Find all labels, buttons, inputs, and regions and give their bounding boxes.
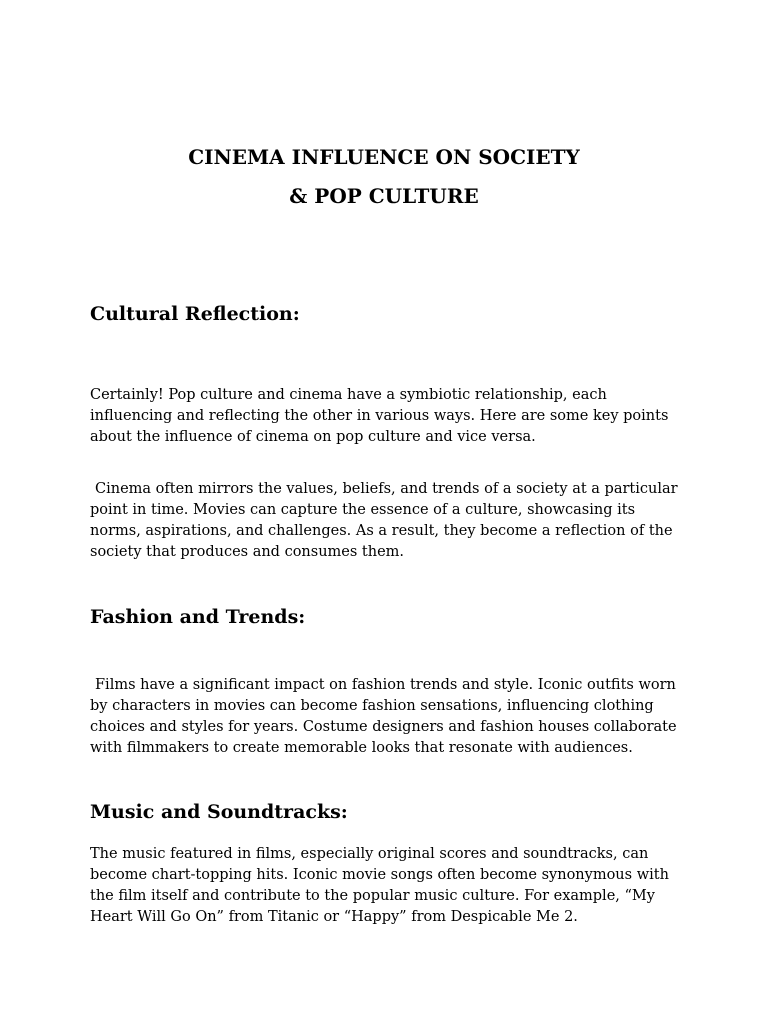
paragraph: Certainly! Pop culture and cinema have a symbiotic relationship, each influencing and reflecting the other in various ways. Here are some key points about the influence of cinema on pop culture and vice versa. [90, 387, 669, 445]
paragraph: Films have a significant impact on fashion trends and style. Iconic outfits worn by characters in movies can become fashion sensations, influencing clothing choices and styles for years. Costume designers and fashion houses collaborate with filmmakers to create memorable looks that resonate with audiences. [90, 677, 677, 756]
section-heading-cultural-reflection: Cultural Reflection: [90, 303, 300, 325]
section-heading-fashion-and-trends: Fashion and Trends: [90, 606, 306, 628]
document-title [0, 138, 768, 216]
paragraph: Cinema often mirrors the values, beliefs, and trends of a society at a particular point in time. Movies can capture the essence of a culture, showcasing its norms, aspirations, and challenges. As a result, they become a reflection of the society that produces and consumes them. [90, 481, 678, 560]
title-line-1: CINEMA INFLUENCE ON SOCIETY [188, 145, 580, 169]
paragraph: The music featured in films, especially original scores and soundtracks, can become chart-topping hits. Iconic movie songs often become synonymous with the film itself and contribute to the popular music culture. For example, “My Heart Will Go On” from Titanic or “Happy” from Despicable Me 2. [90, 846, 669, 925]
section-heading-music-and-soundtracks: Music and Soundtracks: [90, 801, 348, 823]
title-line-2: & POP CULTURE [289, 184, 479, 208]
